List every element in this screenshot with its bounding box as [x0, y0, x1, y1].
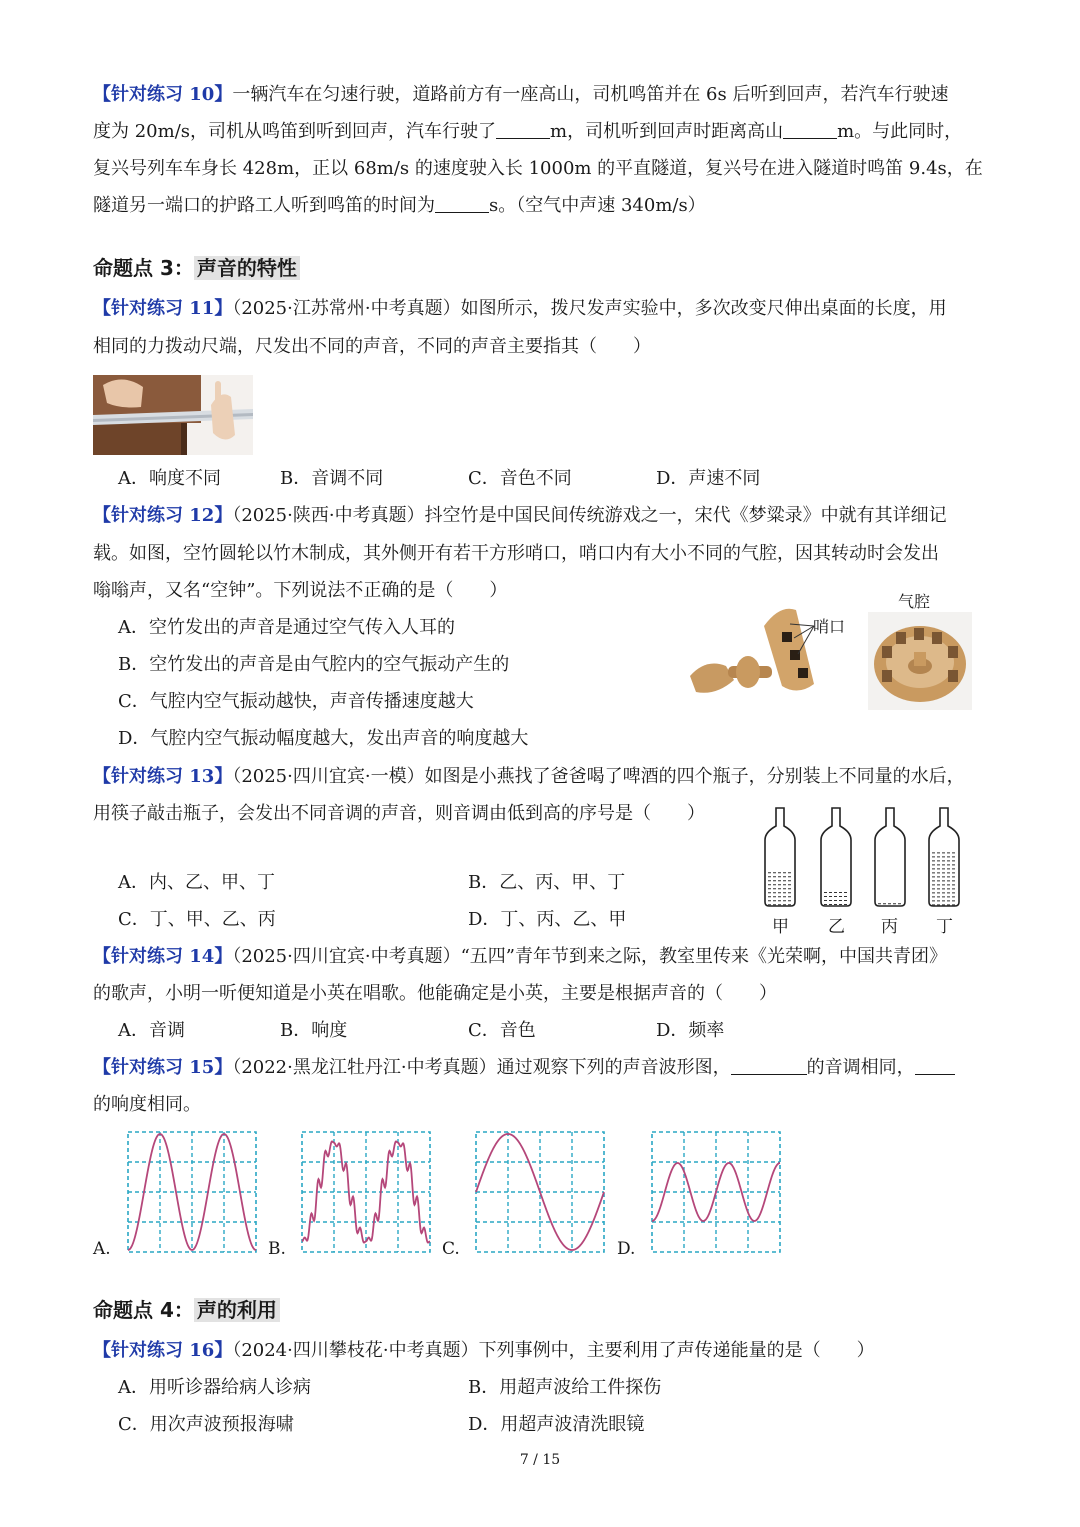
q16-option-c[interactable]: C．用次声波预报海啸: [118, 1414, 294, 1435]
waveform-label-a: A.: [93, 1239, 111, 1259]
bottle-label-ding: 丁: [936, 917, 953, 937]
q12-option-b[interactable]: B．空竹发出的声音是由气腔内的空气振动产生的: [118, 654, 510, 675]
answer-blank: [731, 1056, 807, 1075]
q11-tag: 【针对练习 11】: [93, 298, 233, 319]
q10-text-1: 一辆汽车在匀速行驶，道路前方有一座高山，司机鸣笛并在 6s 后听到回声，若汽车行驶速: [232, 84, 949, 105]
q10-text-4a: 隧道另一端口的护路工人听到鸣笛的时间为: [93, 195, 435, 216]
q14-line-2: [93, 981, 777, 1007]
section-heading-3: [93, 253, 300, 283]
section-3-title: 声音的特性: [194, 256, 300, 280]
q15-text-2: 的响度相同。: [93, 1094, 201, 1115]
q15-tag: 【针对练习 15】: [93, 1057, 233, 1078]
waveform-d: [651, 1131, 781, 1253]
q12-option-d[interactable]: D．气腔内空气振动幅度越大，发出声音的响度越大: [118, 728, 529, 749]
q16-tag: 【针对练习 16】: [93, 1340, 233, 1361]
bottle-water: [930, 850, 958, 906]
q12-line-2: [93, 541, 939, 567]
q10-line-3: [93, 156, 983, 182]
q15-line-1: [93, 1055, 955, 1081]
q12-text-2: 载。如图，空竹圆轮以竹木制成，其外侧开有若干方形哨口，哨口内有大小不同的气腔，因其转动时会发出: [93, 543, 939, 564]
q11-option-c[interactable]: C．音色不同: [468, 468, 572, 489]
bottle-label-bing: 丙: [881, 917, 898, 937]
q11-line-2: [93, 334, 651, 360]
q14-option-b[interactable]: B．响度: [280, 1020, 348, 1041]
q13-text-1: （2025·四川宜宾·一模）如图是小燕找了爸爸喝了啤酒的四个瓶子，分别装上不同量的水后，: [232, 766, 965, 787]
q10-text-4b: s。（空气中声速 340m/s）: [489, 195, 706, 216]
q13-line-1: [93, 764, 965, 790]
label-air-cavity: 气腔: [898, 592, 931, 611]
kongzhu-top-figure: [868, 612, 972, 710]
page-number: 7 / 15: [519, 1452, 561, 1468]
q10-line-1: [93, 82, 948, 108]
q10-text-2b: m，司机听到回声时距离高山: [550, 121, 784, 142]
q16-line-1: [93, 1338, 875, 1364]
q15-line-2: [93, 1092, 201, 1118]
q14-option-d[interactable]: D．频率: [656, 1020, 725, 1041]
q14-text-1: （2025·四川宜宾·中考真题）“五四”青年节到来之际，教室里传来《光荣啊，中国共青团》: [232, 946, 947, 967]
q12-option-c[interactable]: C．气腔内空气振动越快，声音传播速度越大: [118, 691, 474, 712]
q15-text-1b: 的音调相同，: [806, 1057, 915, 1078]
q16-text-1: （2024·四川攀枝花·中考真题）下列事例中，主要利用了声传递能量的是（ ）: [232, 1340, 875, 1361]
bottle-water: [766, 870, 794, 906]
q16-option-d[interactable]: D．用超声波清洗眼镜: [468, 1414, 645, 1435]
ruler-experiment-figure: [93, 375, 253, 455]
section-3-prefix: 命题点 3：: [93, 256, 194, 280]
bottle-0: [765, 808, 795, 906]
q16-option-a[interactable]: A．用听诊器给病人诊病: [118, 1377, 311, 1398]
q10-text-2c: m。与此同时，: [837, 121, 963, 142]
kongzhu-side-figure: [686, 596, 856, 700]
q14-line-1: [93, 944, 947, 970]
q13-option-a[interactable]: A．内、乙、甲、丁: [118, 872, 275, 893]
answer-blank: [915, 1056, 955, 1075]
q13-option-c[interactable]: C．丁、甲、乙、丙: [118, 909, 276, 930]
q15-text-1a: （2022·黑龙江牡丹江·中考真题）通过观察下列的声音波形图，: [232, 1057, 731, 1078]
label-whistle-mouth: 哨口: [813, 617, 846, 636]
q12-text-3: 嗡嗡声，又名“空钟”。下列说法不正确的是（ ）: [93, 580, 508, 601]
q12-text-1: （2025·陕西·中考真题）抖空竹是中国民间传统游戏之一，宋代《梦粱录》中就有其详细记: [232, 505, 947, 526]
answer-blank: [783, 120, 837, 139]
q11-option-a[interactable]: A．响度不同: [118, 468, 221, 489]
waveform-label-d: D.: [617, 1239, 636, 1259]
q13-tag: 【针对练习 13】: [93, 766, 233, 787]
q11-line-1: [93, 296, 947, 322]
waveform-grid: [128, 1132, 256, 1252]
waveform-label-b: B.: [268, 1239, 286, 1259]
answer-blank: [496, 120, 550, 139]
q12-line-3: [93, 578, 507, 604]
q14-option-a[interactable]: A．音调: [118, 1020, 185, 1041]
q12-tag: 【针对练习 12】: [93, 505, 233, 526]
q11-text-2: 相同的力拨动尺端，尺发出不同的声音，不同的声音主要指其（ ）: [93, 336, 651, 357]
q13-option-b[interactable]: B．乙、丙、甲、丁: [468, 872, 626, 893]
waveform-grid: [302, 1132, 430, 1252]
waveform-c: [475, 1131, 605, 1253]
bottles-figure: [755, 806, 975, 910]
waveform-a: [127, 1131, 257, 1253]
q12-line-1: [93, 503, 947, 529]
bottle-label-yi: 乙: [828, 917, 845, 937]
q10-line-4: [93, 193, 706, 219]
waveform-b: [301, 1131, 431, 1253]
q16-option-b[interactable]: B．用超声波给工件探伤: [468, 1377, 662, 1398]
answer-blank: [435, 194, 489, 213]
q14-tag: 【针对练习 14】: [93, 946, 233, 967]
bottle-1: [821, 808, 851, 906]
section-4-prefix: 命题点 4：: [93, 1298, 194, 1322]
waveform-label-c: C.: [442, 1239, 460, 1259]
q13-text-2: 用筷子敲击瓶子，会发出不同音调的声音，则音调由低到高的序号是（ ）: [93, 803, 705, 824]
section-4-title: 声的利用: [194, 1298, 280, 1322]
bottle-2: [875, 808, 905, 906]
q10-line-2: [93, 119, 962, 145]
q14-text-2: 的歌声，小明一听便知道是小英在唱歌。他能确定是小英，主要是根据声音的（ ）: [93, 983, 777, 1004]
bottle-3: [929, 808, 959, 906]
q13-option-d[interactable]: D．丁、丙、乙、甲: [468, 909, 627, 930]
bottle-water: [822, 890, 850, 907]
q14-option-c[interactable]: C．音色: [468, 1020, 536, 1041]
q10-text-3: 复兴号列车车身长 428m，正以 68m/s 的速度驶入长 1000m 的平直隧道，复兴号在进入隧道时鸣笛 9.4s，在: [93, 158, 983, 179]
q11-option-d[interactable]: D．声速不同: [656, 468, 761, 489]
bottle-label-jia: 甲: [772, 917, 789, 937]
section-heading-4: [93, 1295, 280, 1325]
q10-text-2a: 度为 20m/s，司机从鸣笛到听到回声，汽车行驶了: [93, 121, 496, 142]
q11-option-b[interactable]: B．音调不同: [280, 468, 384, 489]
q13-line-2: [93, 801, 705, 827]
q11-text-1: （2025·江苏常州·中考真题）如图所示，拨尺发声实验中，多次改变尺伸出桌面的长度，用: [232, 298, 947, 319]
q10-tag: 【针对练习 10】: [93, 84, 233, 105]
q12-option-a[interactable]: A．空竹发出的声音是通过空气传入人耳的: [118, 617, 455, 638]
